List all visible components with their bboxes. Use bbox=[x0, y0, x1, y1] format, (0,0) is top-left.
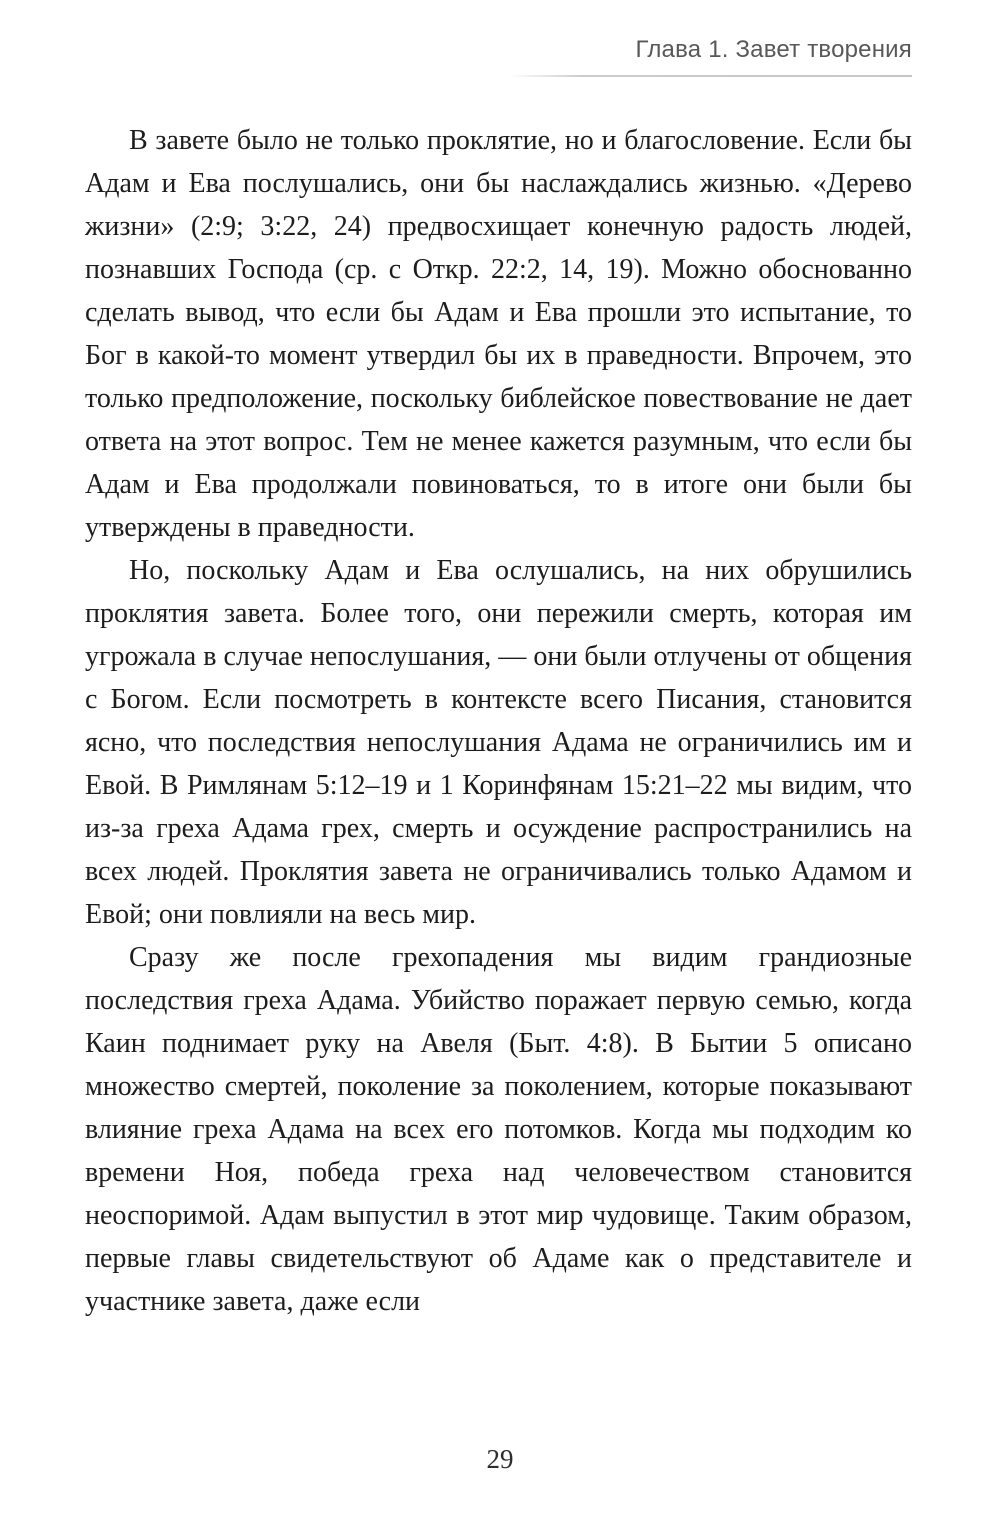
paragraph-3: Сразу же после грехопадения мы видим грандиозные последствия греха Адама. Убийство поражает первую семью, когда Каин поднимает руку на Авеля (Быт. 4:8). В Бытии 5 описано множество смертей, поколение за поколением, которые показывают влияние греха Адама на всех его потомков. Когда мы подходим ко времени Ноя, победа греха над человечеством становится неоспоримой. Адам выпустил в этот мир чудовище. Таким образом, первые главы свидетельствуют об Адаме как о представителе и участнике завета, даже если bbox=[85, 942, 912, 1317]
header-divider bbox=[509, 75, 912, 77]
page-body bbox=[85, 119, 912, 1323]
running-header-chapter-title: Глава 1. Завет творения bbox=[635, 36, 912, 63]
paragraph-2: Но, поскольку Адам и Ева ослушались, на них обрушились проклятия завета. Более того, они пережили смерть, которая им угрожала в случае непослушания, — они были отлучены от общения с Богом. Если посмотреть в контексте всего Писания, становится ясно, что последствия непослушания Адама не ограничились им и Евой. В Римлянам 5:12–19 и 1 Коринфянам 15:21–22 мы видим, что из-за греха Адама грех, смерть и осуждение распространились на всех людей. Проклятия завета не ограничивались только Адамом и Евой; они повлияли на весь мир. bbox=[85, 555, 912, 930]
page-number: 29 bbox=[486, 1444, 514, 1474]
paragraph-1: В завете было не только проклятие, но и благословение. Если бы Адам и Ева послушались, они бы наслаждались жизнью. «Дерево жизни» (2:9; 3:22, 24) предвосхищает конечную радость людей, познавших Господа (ср. с Откр. 22:2, 14, 19). Можно обоснованно сделать вывод, что если бы Адам и Ева прошли это испытание, то Бог в какой-то момент утвердил бы их в праведности. Впрочем, это только предположение, поскольку библейское повествование не дает ответа на этот вопрос. Тем не менее кажется разумным, что если бы Адам и Ева продолжали повиноваться, то в итоге они были бы утверждены в праведности. bbox=[85, 125, 912, 543]
page-header bbox=[85, 36, 912, 77]
